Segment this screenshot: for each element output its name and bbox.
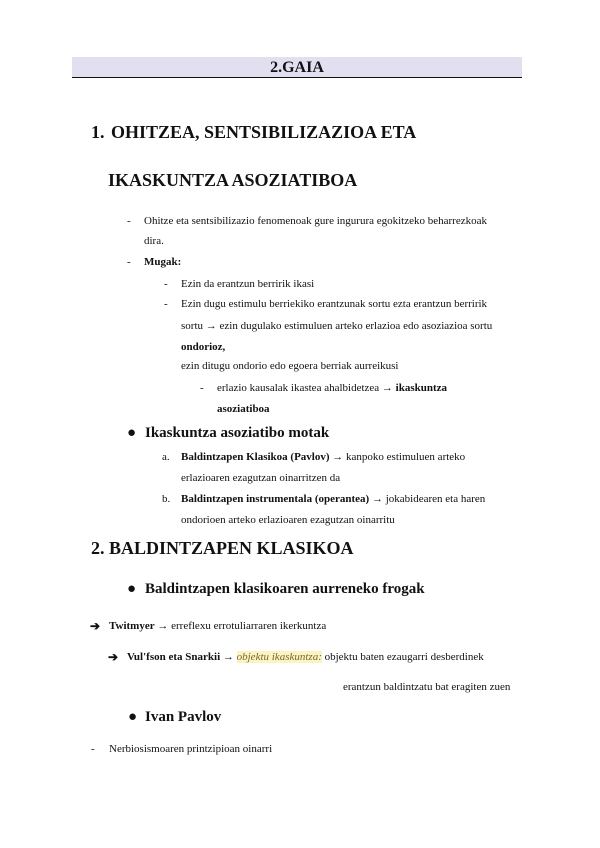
- bullet-icon: ●: [127, 425, 137, 441]
- consequence-text: ezin ditugu ondorio edo egoera berriak aurreikusi: [181, 360, 399, 372]
- twitmyer-line: Twitmyer → erreflexu errotuliarraren ikerkuntza: [109, 620, 327, 632]
- sub-item-cont: asoziatiboa: [217, 403, 270, 415]
- dash-marker: -: [91, 743, 95, 755]
- pavlov-heading: Ivan Pavlov: [145, 709, 222, 725]
- types-heading: Ikaskuntza asoziatibo motak: [145, 425, 330, 441]
- pavlov-item: Nerbiosismoaren printzipioan oinarri: [109, 743, 273, 755]
- type-marker: a.: [162, 451, 170, 463]
- bullet-icon: ●: [127, 581, 137, 597]
- vulfson-line-cont: erantzun baldintzatu bat eragiten zuen: [343, 681, 511, 693]
- dash-item-text: Ohitze eta sentsibilizazio fenomenoak gure ingurura egokitzeko beharrezkoak: [144, 215, 487, 227]
- chapter-title: 2.GAIA: [72, 57, 522, 78]
- type-item-b: Baldintzapen instrumentala (operantea) → jokabidearen eta haren: [181, 493, 486, 505]
- type-item-b-cont: ondorioen arteko erlazioaren ezagutzan oinarritu: [181, 514, 395, 526]
- bullet-icon: ●: [128, 709, 138, 725]
- limit-item-2-cont: sortu → ezin dugulako estimuluen arteko erlazioa edo asoziazioa sortu: [181, 320, 493, 332]
- section2-title: BALDINTZAPEN KLASIKOA: [109, 538, 354, 558]
- type-item-a: Baldintzapen Klasikoa (Pavlov) → kanpoko estimuluen arteko: [181, 451, 466, 463]
- dash-marker: -: [127, 256, 131, 268]
- dash-item-cont: dira.: [144, 235, 164, 247]
- limits-label: Mugak:: [144, 256, 182, 268]
- section1-title-line2: IKASKUNTZA ASOZIATIBOA: [108, 170, 358, 190]
- consequence-label: ondorioz,: [181, 341, 226, 353]
- arrow-right-icon: ➔: [90, 619, 101, 633]
- section1-title-line1: OHITZEA, SENTSIBILIZAZIOA ETA: [111, 122, 417, 142]
- section1-number: 1.: [91, 122, 105, 142]
- type-marker: b.: [162, 493, 171, 505]
- dash-marker: -: [164, 278, 168, 290]
- limit-item-1: Ezin da erantzun berririk ikasi: [181, 278, 315, 290]
- section2-number: 2.: [91, 538, 105, 558]
- sub-item: erlazio kausalak ikastea ahalbidetzea → ikaskuntza: [217, 382, 448, 394]
- type-item-a-cont: erlazioaren ezagutzan oinarritzen da: [181, 472, 341, 484]
- arrow-right-icon: ➔: [108, 650, 119, 664]
- dash-marker: -: [127, 215, 131, 227]
- limit-item-2: Ezin dugu estimulu berriekiko erantzunak sortu ezta erantzun berririk: [181, 298, 488, 310]
- section2-subheading: Baldintzapen klasikoaren aurreneko frogak: [145, 581, 425, 597]
- dash-marker: -: [164, 298, 168, 310]
- vulfson-line: Vul'fson eta Snarkii → objektu ikaskuntza: objektu baten ezaugarri desberdinek: [127, 651, 484, 663]
- dash-marker: -: [200, 382, 204, 394]
